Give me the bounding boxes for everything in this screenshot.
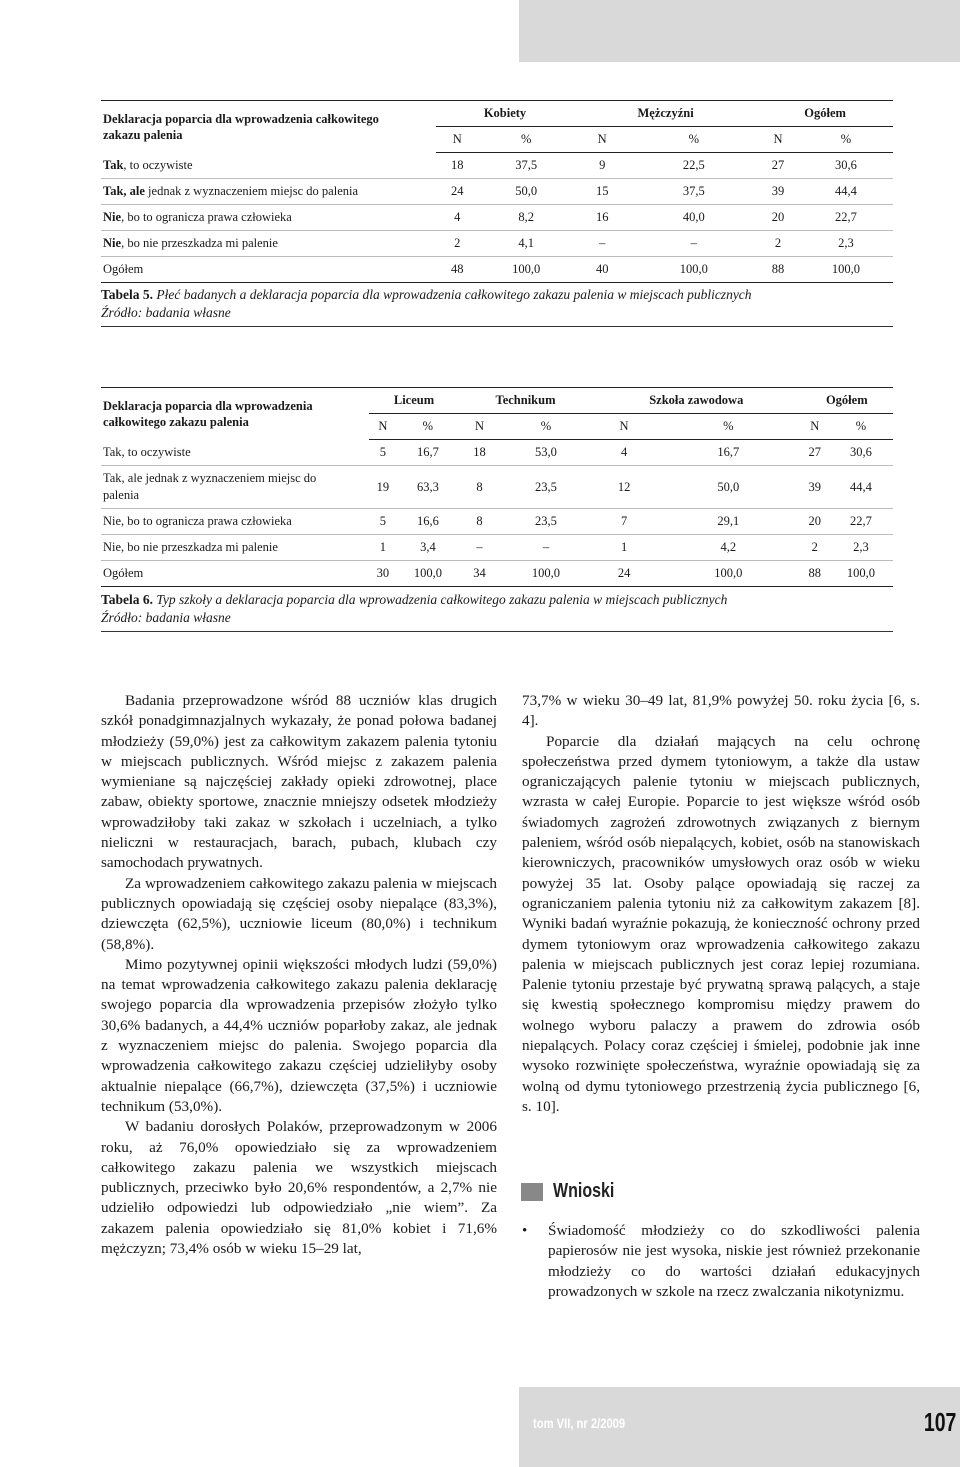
table-cell: 3,4 (397, 535, 459, 561)
table-cell: 40,0 (630, 205, 757, 231)
row-label (101, 205, 436, 231)
table-6-header-label: Deklaracja poparcia dla wprowadzenia całkowitego zakazu palenia (101, 388, 369, 440)
table-cell: 50,0 (478, 179, 574, 205)
row-label: Ogółem (101, 561, 369, 587)
column-subheader: % (630, 127, 757, 153)
table-cell: – (574, 231, 630, 257)
table-5-header-label: Deklaracja poparcia dla wprowadzenia całkowitego zakazu palenia (101, 101, 436, 153)
table-cell: 9 (574, 153, 630, 179)
table-cell: 2 (436, 231, 478, 257)
column-subheader: N (436, 127, 478, 153)
table-5 (101, 100, 893, 283)
table-cell: 16,7 (656, 440, 800, 466)
table-cell: 100,0 (478, 257, 574, 283)
table-5-source: Źródło: badania własne (101, 305, 231, 320)
footer-volume: tom VII, nr 2/2009 (533, 1415, 626, 1431)
column-subheader: N (369, 414, 397, 440)
table-cell: 23,5 (500, 509, 592, 535)
table-row (101, 535, 893, 561)
row-label-lead: Nie (103, 236, 122, 250)
table-cell: 8 (459, 509, 500, 535)
table-cell: 50,0 (656, 466, 800, 509)
table-row (101, 440, 893, 466)
table-cell: 16 (574, 205, 630, 231)
table-row (101, 179, 893, 205)
table-cell: 100,0 (500, 561, 592, 587)
heading-marker (521, 1183, 543, 1201)
table-cell: 88 (757, 257, 799, 283)
row-label: Tak, ale jednak z wyznaczeniem miejsc do palenia (101, 466, 369, 509)
paragraph: Mimo pozytywnej opinii większości młodych ludzi (59,0%) na temat wprowadzenia całkowitego zakazu palenia deklarację swojego poparcia dla wprowadzenia przepisów złożyło tylko 30,6% badanych, a 44,4% uczniów poparłoby zakaz, ale jednak z wyznaczeniem miejsc do palenia. Swojego poparcia dla wprowadzenia całkowitego zakazu częściej udzieliłyby osoby aktualnie niepalące (66,7%), dziewczęta (37,5%) i uczniowie technikum (53,0%). (101, 955, 497, 1115)
table-5-caption (101, 286, 893, 327)
corner-decoration (519, 0, 960, 62)
table-cell: 44,4 (829, 466, 893, 509)
table-cell: 27 (801, 440, 829, 466)
table-cell: 16,7 (397, 440, 459, 466)
table-cell: 88 (801, 561, 829, 587)
table-row (101, 257, 893, 283)
section-heading (521, 1180, 630, 1203)
table-5-caption-text: Płeć badanych a deklaracja poparcia dla wprowadzenia całkowitego zakazu palenia w miejscach publicznych (153, 287, 752, 302)
table-cell: 100,0 (656, 561, 800, 587)
column-subheader: N (574, 127, 630, 153)
table-5-group: Mężczyźni (574, 101, 757, 127)
bullet-text: Świadomość młodzieży co do szkodliwości palenia papierosów nie jest wysoka, niskie jest również przekonanie młodzieży co do wartości działań edukacyjnych prowadzonych w szkole na rzecz zwalczania nikotynizmu. (548, 1222, 920, 1300)
table-cell: 100,0 (397, 561, 459, 587)
paragraph: Badania przeprowadzone wśród 88 uczniów klas drugich szkół ponadgimnazjalnych wykazały, że ponad połowa badanej młodzieży (59,0%) jest za całkowitym zakazem palenia tytoniu w miejscach publicznych. Wśród miejsc z zakazem palenia wymieniane są najczęściej zakłady opieki zdrowotnej, place zabaw, obiekty sportowe, znacznie mniejszy odsetek młodzieży wprowadziłoby taki zakaz w szkołach i uczelniach, a tylko nieliczni w restauracjach, barach, pubach, klubach czy samochodach prywatnych. (101, 692, 497, 872)
right-column (522, 691, 920, 1117)
table-cell: 34 (459, 561, 500, 587)
table-cell: 24 (592, 561, 656, 587)
row-label-rest: , bo nie przeszkadza mi palenie (121, 236, 278, 250)
table-cell: 48 (436, 257, 478, 283)
paragraph: Za wprowadzeniem całkowitego zakazu palenia w miejscach publicznych opowiadają się częściej osoby niepalące (83,3%), dziewczęta (62,5%), uczniowie liceum (80,0%) i technikum (58,8%). (101, 874, 497, 953)
column-subheader: % (478, 127, 574, 153)
table-row (101, 205, 893, 231)
column-subheader: % (500, 414, 592, 440)
table-cell: 30 (369, 561, 397, 587)
row-label: Tak, to oczywiste (101, 440, 369, 466)
row-label-rest: , to oczywiste (123, 157, 193, 172)
table-cell: 100,0 (630, 257, 757, 283)
table-row (101, 509, 893, 535)
table-cell: 15 (574, 179, 630, 205)
column-subheader: N (801, 414, 829, 440)
table-cell: 22,7 (829, 509, 893, 535)
table-cell: 37,5 (630, 179, 757, 205)
row-label: Nie, bo to ogranicza prawa człowieka (101, 509, 369, 535)
paragraph: 73,7% w wieku 30–49 lat, 81,9% powyżej 50. roku życia [6, s. 4]. (522, 692, 920, 730)
table-6-caption-label: Tabela 6. (101, 592, 154, 607)
table-cell: 27 (757, 153, 799, 179)
table-cell: 19 (369, 466, 397, 509)
row-label-rest: jednak z wyznaczeniem miejsc do palenia (144, 184, 359, 198)
row-label-lead: Tak (103, 157, 124, 172)
row-label (101, 231, 436, 257)
column-subheader: % (656, 414, 800, 440)
left-column (101, 691, 497, 1259)
row-label (101, 179, 436, 205)
table-5-group: Ogółem (757, 101, 893, 127)
table-cell: 23,5 (500, 466, 592, 509)
table-cell: 5 (369, 509, 397, 535)
table-cell: 7 (592, 509, 656, 535)
table-cell: 24 (436, 179, 478, 205)
table-6-source: Źródło: badania własne (101, 610, 231, 625)
table-cell: 44,4 (799, 179, 893, 205)
table-6-group: Liceum (369, 388, 459, 414)
table-cell: 40 (574, 257, 630, 283)
table-cell: 30,6 (829, 440, 893, 466)
paragraph: Poparcie dla działań mających na celu ochronę społeczeństwa przed dymem tytoniowym, a także dla ustaw ograniczających palenie tytoniu w miejscach publicznych, wzrasta w całej Europie. Poparcie to jest większe wśród osób świadomych zagrożeń zdrowotnych związanych z biernym paleniem, wśród osób niepalących, kobiet, osób na stanowiskach kierowniczych, pracowników umysłowych oraz osób w wieku powyżej 35 lat. Osoby palące opowiadają się raczej za ograniczaniem palenia tytoniu niż za całkowitym zakazem [8]. Wyniki badań wyraźnie pokazują, że konieczność ochrony przed dymem tytoniowym oraz wprowadzenia całkowitego zakazu palenia w miejscach publicznych jest coraz lepiej rozumiana. Palenie tytoniu przestaje być prywatną sprawą palących, a staje się kwestią społecznego kompromisu między prawem do wolnego wyboru palaczy a prawem do zdrowia osób niepalących. Polacy coraz częściej i śmielej, podobnie jak inne wysoko rozwinięte społeczeństwa, wyraźnie opowiadają się za wolną od dymu tytoniowego przestrzenią życia publicznego [6, s. 10]. (522, 732, 920, 1115)
table-cell: 29,1 (656, 509, 800, 535)
table-cell: 39 (757, 179, 799, 205)
table-cell: 37,5 (478, 153, 574, 179)
table-cell: 1 (369, 535, 397, 561)
table-cell: 39 (801, 466, 829, 509)
table-cell: 8 (459, 466, 500, 509)
column-subheader: % (799, 127, 893, 153)
table-cell: 22,5 (630, 153, 757, 179)
table-6-group: Technikum (459, 388, 592, 414)
table-cell: – (630, 231, 757, 257)
row-label-rest: , bo to ogranicza prawa człowieka (121, 210, 292, 224)
column-subheader: N (459, 414, 500, 440)
table-6-caption-text: Typ szkoły a deklaracja poparcia dla wprowadzenia całkowitego zakazu palenia w miejscach publicznych (153, 592, 728, 607)
table-cell: 4 (592, 440, 656, 466)
row-label (101, 257, 436, 283)
table-row (101, 231, 893, 257)
table-cell: 63,3 (397, 466, 459, 509)
table-cell: 100,0 (799, 257, 893, 283)
row-label-rest: Ogółem (103, 262, 144, 276)
column-subheader: % (397, 414, 459, 440)
table-cell: 100,0 (829, 561, 893, 587)
table-cell: – (500, 535, 592, 561)
table-row (101, 466, 893, 509)
table-cell: 2,3 (799, 231, 893, 257)
footer (519, 1387, 960, 1467)
row-label-lead: Nie (103, 210, 122, 224)
table-cell: 1 (592, 535, 656, 561)
table-cell: 2,3 (829, 535, 893, 561)
table-cell: 4 (436, 205, 478, 231)
table-cell: 22,7 (799, 205, 893, 231)
row-label (101, 153, 436, 179)
row-label-lead: Tak, ale (103, 184, 145, 198)
table-cell: 4,1 (478, 231, 574, 257)
column-subheader: N (592, 414, 656, 440)
paragraph: W badaniu dorosłych Polaków, przeprowadzonym w 2006 roku, aż 76,0% opowiedziało się za wprowadzeniem całkowitego zakazu palenia we wszystkich miejscach publicznych, przeciwko było 20,6% respondentów, a 2,7% nie udzieliło odpowiedzi lub odpowiedziało „nie wiem”. Za zakazem palenia opowiedziało się 81,0% kobiet i 71,6% mężczyzn; 73,4% osób w wieku 15–29 lat, (101, 1118, 497, 1258)
table-cell: 30,6 (799, 153, 893, 179)
table-6-caption (101, 591, 893, 632)
table-5-group: Kobiety (436, 101, 574, 127)
table-cell: 53,0 (500, 440, 592, 466)
column-subheader: N (757, 127, 799, 153)
row-label: Nie, bo nie przeszkadza mi palenie (101, 535, 369, 561)
table-row (101, 153, 893, 179)
table-cell: 20 (801, 509, 829, 535)
column-subheader: % (829, 414, 893, 440)
table-cell: 2 (801, 535, 829, 561)
table-cell: 12 (592, 466, 656, 509)
table-cell: – (459, 535, 500, 561)
bullet-item (522, 1221, 920, 1302)
table-cell: 18 (436, 153, 478, 179)
page-number: 107 (923, 1407, 956, 1437)
table-5-caption-label: Tabela 5. (101, 287, 154, 302)
table-cell: 16,6 (397, 509, 459, 535)
table-cell: 4,2 (656, 535, 800, 561)
section-title: Wnioski (553, 1180, 615, 1202)
table-6 (101, 387, 893, 587)
table-row (101, 561, 893, 587)
table-cell: 18 (459, 440, 500, 466)
table-cell: 8,2 (478, 205, 574, 231)
table-cell: 20 (757, 205, 799, 231)
table-6-group: Szkoła zawodowa (592, 388, 801, 414)
bullet-dot: • (522, 1222, 528, 1239)
table-cell: 2 (757, 231, 799, 257)
table-cell: 5 (369, 440, 397, 466)
table-6-group: Ogółem (801, 388, 893, 414)
